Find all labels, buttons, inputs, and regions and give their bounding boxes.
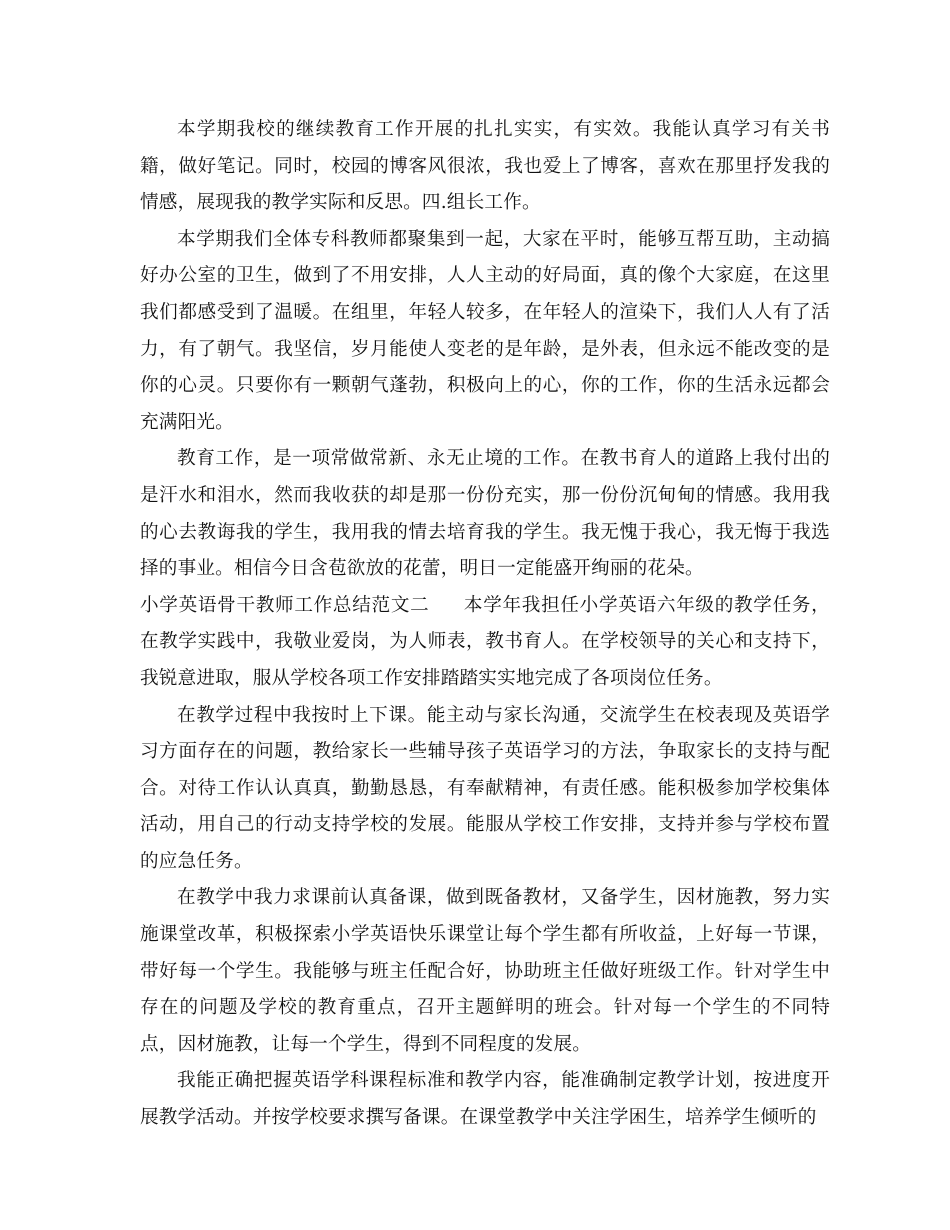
section-first-paragraph: 本学年我担任小学英语六年级的教学任务，在教学实践中，我敬业爱岗，为人师表，教书育人。在学校领导的关心和支持下，我锐意进取，服从学校各项工作安排踏踏实实地完成了各项岗位任务。 [140, 594, 830, 689]
paragraph-2: 本学期我们全体专科教师都聚集到一起，大家在平时，能够互帮互助，主动搞好办公室的卫生，做到了不用安排，人人主动的好局面，真的像个大家庭，在这里我们都感受到了温暖。在组里，年轻人较多，在年轻人的渲染下，我们人人有了活力，有了朝气。我坚信，岁月能使人变老的是年龄，是外表，但永远不能改变的是你的心灵。只要你有一颗朝气蓬勃，积极向上的心，你的工作，你的生活永远都会充满阳光。 [140, 228, 830, 433]
paragraph-6: 我能正确把握英语学科课程标准和教学内容，能准确制定教学计划，按进度开展教学活动。并按学校要求撰写备课。在课堂教学中关注学困生，培养学生倾听的 [140, 1070, 830, 1129]
section-title: 小学英语骨干教师工作总结范文二 [140, 594, 430, 616]
paragraph-4: 在教学过程中我按时上下课。能主动与家长沟通，交流学生在校表现及英语学习方面存在的问题，教给家长一些辅导孩子英语学习的方法，争取家长的支持与配合。对待工作认认真真，勤勤恳恳，有奉献精神，有责任感。能积极参加学校集体活动，用自己的行动支持学校的发展。能服从学校工作安排，支持并参与学校布置的应急任务。 [140, 704, 830, 872]
section-block [140, 588, 830, 698]
paragraph-5: 在教学中我力求课前认真备课，做到既备教材，又备学生，因材施教，努力实施课堂改革，积极探索小学英语快乐课堂让每个学生都有所收益，上好每一节课，带好每一个学生。我能够与班主任配合好，协助班主任做好班级工作。针对学生中存在的问题及学校的教育重点，召开主题鲜明的班会。针对每一个学生的不同特点，因材施教，让每一个学生，得到不同程度的发展。 [140, 887, 830, 1055]
document-page [140, 112, 830, 1137]
paragraph-1: 本学期我校的继续教育工作开展的扎扎实实，有实效。我能认真学习有关书籍，做好笔记。同时，校园的博客风很浓，我也爱上了博客，喜欢在那里抒发我的情感，展现我的教学实际和反思。四.组长工作。 [140, 119, 830, 214]
paragraph-3: 教育工作，是一项常做常新、永无止境的工作。在教书育人的道路上我付出的是汗水和泪水，然而我收获的却是那一份份充实，那一份份沉甸甸的情感。我用我的心去教诲我的学生，我用我的情去培育我的学生。我无愧于我心，我无悔于我选择的事业。相信今日含苞欲放的花蕾，明日一定能盛开绚丽的花朵。 [140, 448, 830, 580]
